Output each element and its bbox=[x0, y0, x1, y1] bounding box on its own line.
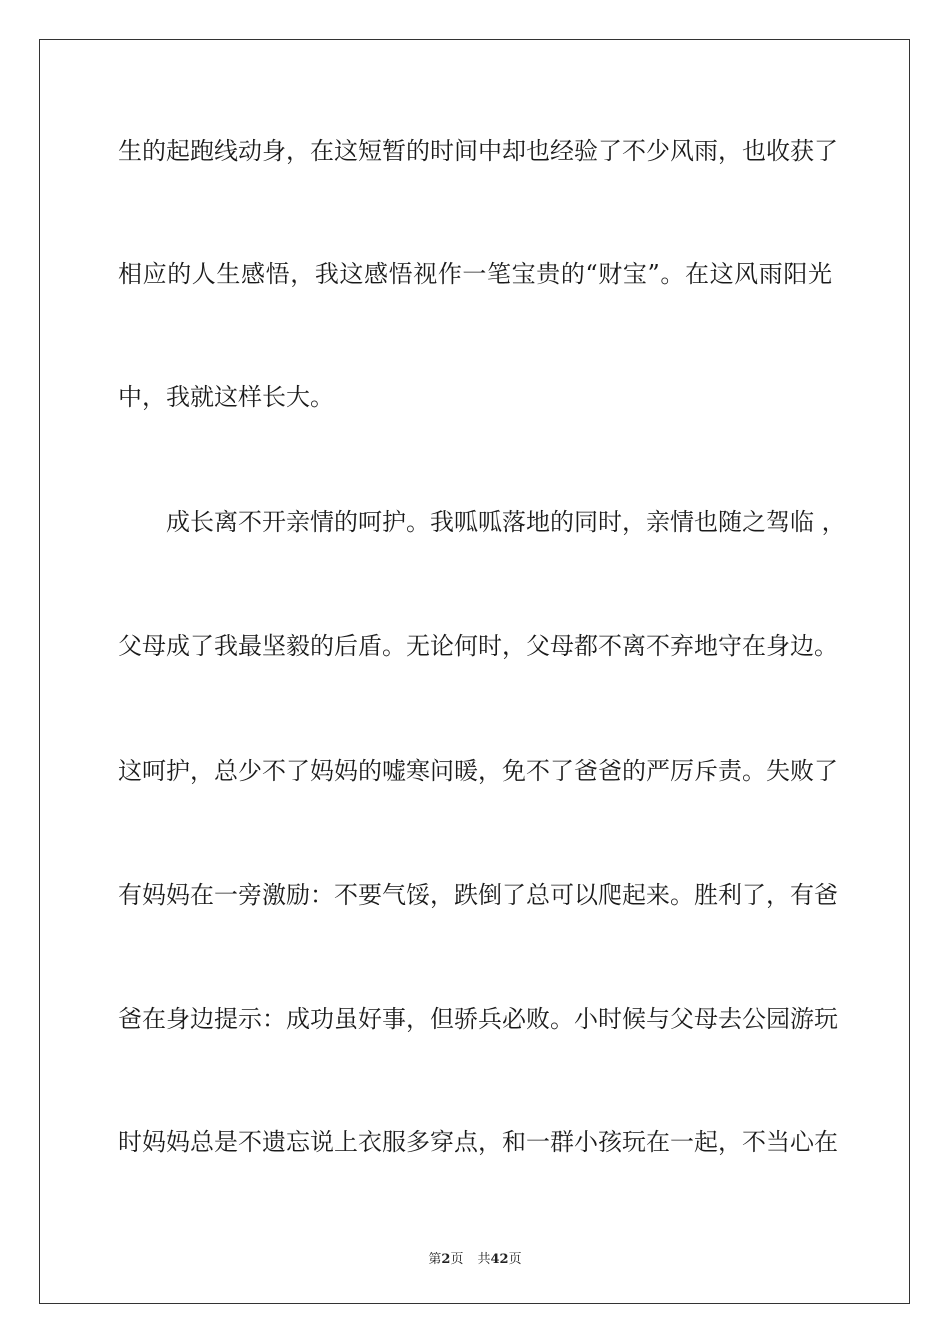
text-line: 有妈妈在一旁激励：不要气馁，跌倒了总可以爬起来。胜利了，有爸 bbox=[118, 881, 838, 909]
total-prefix: 共 bbox=[477, 1252, 491, 1267]
total-page-count: 42 bbox=[490, 1252, 509, 1267]
page-border bbox=[39, 39, 910, 1304]
text-line: 相应的人生感悟，我这感悟视作一笔宝贵的“财宝”。在这风雨阳光 bbox=[118, 260, 832, 288]
current-page-number: 2 bbox=[441, 1252, 451, 1267]
text-line: 这呵护，总少不了妈妈的嘘寒问暖，免不了爸爸的严厉斥责。失败了 bbox=[118, 757, 838, 785]
text-line: 爸在身边提示：成功虽好事，但骄兵必败。小时候与父母去公园游玩 bbox=[118, 1005, 838, 1033]
text-line: 生的起跑线动身，在这短暂的时间中却也经验了不少风雨，也收获了 bbox=[118, 137, 838, 165]
page-footer bbox=[0, 1248, 950, 1267]
text-line: 中，我就这样长大。 bbox=[118, 383, 334, 411]
page-suffix: 页 bbox=[450, 1252, 464, 1267]
page-prefix: 第 bbox=[428, 1252, 442, 1267]
total-suffix: 页 bbox=[508, 1252, 522, 1267]
text-line: 父母成了我最坚毅的后盾。无论何时，父母都不离不弃地守在身边。 bbox=[118, 632, 838, 660]
text-line: 时妈妈总是不遗忘说上衣服多穿点，和一群小孩玩在一起，不当心在 bbox=[118, 1128, 838, 1156]
text-line: 成长离不开亲情的呵护。我呱呱落地的同时，亲情也随之驾临 ， bbox=[166, 508, 846, 536]
